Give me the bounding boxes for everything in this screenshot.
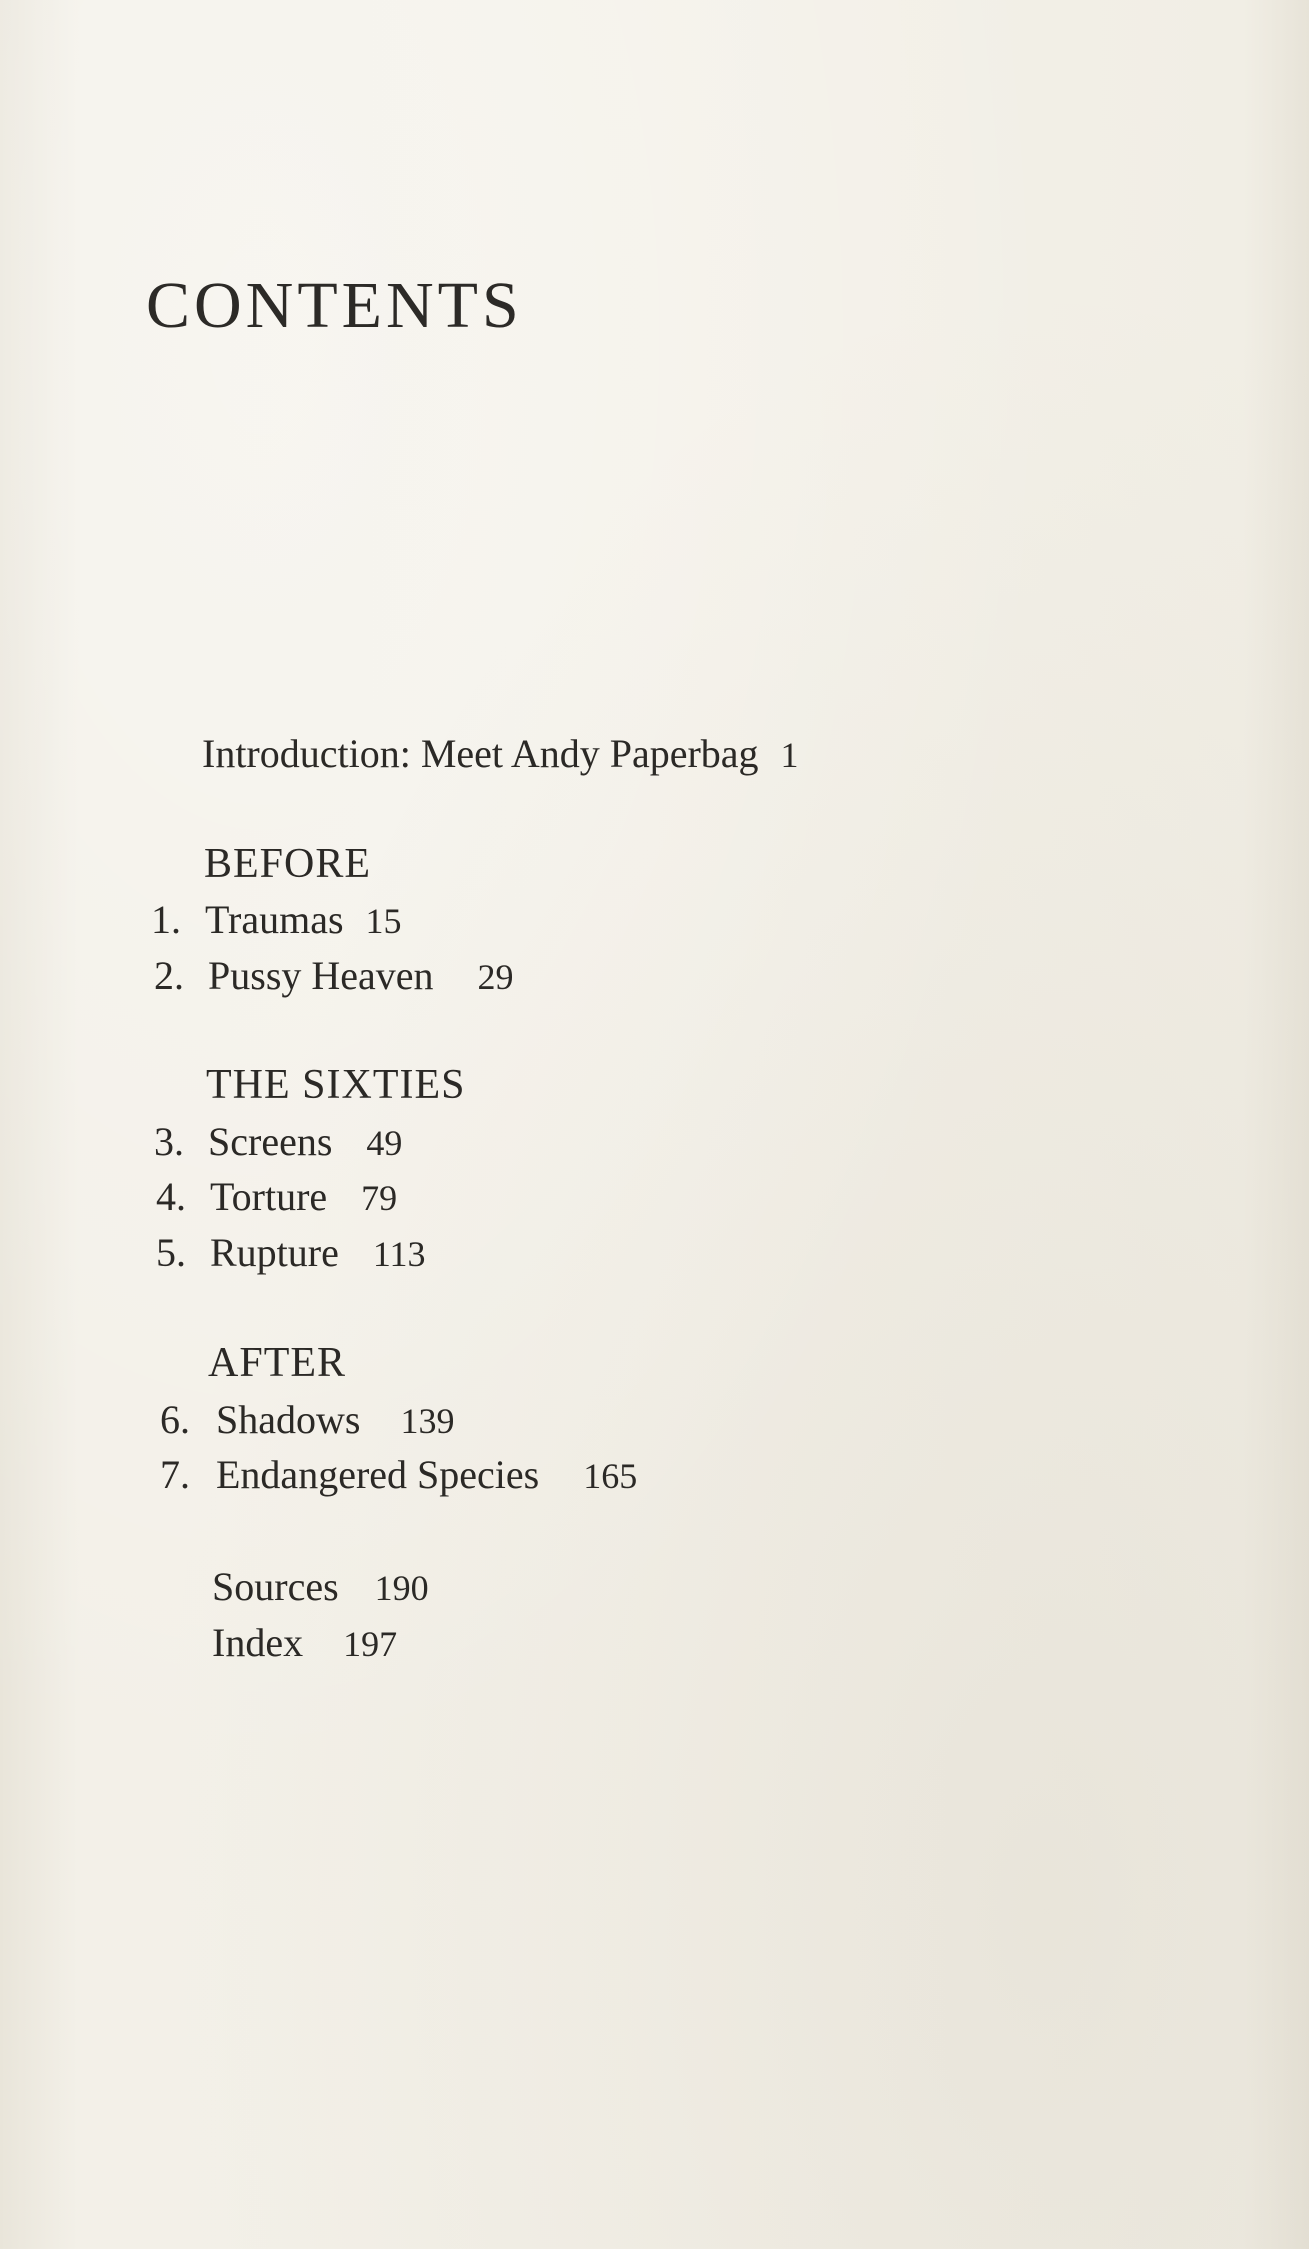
toc-entry-chapter-5: [156, 1229, 426, 1278]
toc-entry-title: Rupture: [210, 1230, 339, 1275]
toc-entry-index: [212, 1619, 397, 1668]
toc-entry-number: 7.: [160, 1452, 190, 1497]
toc-entry-chapter-2: [154, 952, 514, 1001]
toc-entry-title: Introduction: Meet Andy Paperbag: [202, 731, 759, 776]
toc-entry-number: 5.: [156, 1230, 186, 1275]
toc-entry-title: Torture: [210, 1174, 328, 1219]
toc-entry-page: 1: [780, 735, 799, 775]
toc-entry-sources: [212, 1563, 429, 1612]
section-heading-before: BEFORE: [204, 841, 372, 887]
toc-entry-title: Screens: [208, 1119, 333, 1164]
toc-entry-chapter-7: [160, 1451, 638, 1500]
toc-entry-page: 29: [477, 957, 514, 997]
section-heading-the-sixties: THE SIXTIES: [206, 1062, 466, 1108]
toc-entry-chapter-4: [156, 1173, 398, 1222]
toc-entry-title: Shadows: [216, 1397, 361, 1442]
toc-entry-number: 3.: [154, 1119, 184, 1164]
toc-entry-page: 49: [366, 1123, 403, 1163]
toc-entry-page: 79: [361, 1178, 398, 1218]
toc-entry-chapter-6: [160, 1396, 455, 1445]
toc-entry-page: 139: [400, 1401, 455, 1441]
toc-entry-number: 4.: [156, 1174, 186, 1219]
section-heading-after: AFTER: [208, 1340, 347, 1386]
toc-entry-number: 1.: [151, 897, 181, 942]
toc-entry-title: Index: [212, 1620, 304, 1665]
toc-entry-title: Endangered Species: [216, 1452, 540, 1497]
page-title: CONTENTS: [146, 269, 523, 342]
toc-entry-chapter-1: [151, 896, 402, 945]
toc-entry-page: 15: [365, 901, 402, 941]
toc-entry-title: Pussy Heaven: [208, 953, 434, 998]
toc-entry-number: 6.: [160, 1397, 190, 1442]
toc-entry-page: 165: [583, 1456, 638, 1496]
toc-entry-page: 190: [374, 1568, 429, 1608]
toc-entry-title: Traumas: [205, 897, 344, 942]
toc-entry-number: 2.: [154, 953, 184, 998]
toc-entry-introduction: [202, 730, 799, 779]
toc-entry-page: 113: [372, 1234, 426, 1274]
toc-entry-page: 197: [343, 1624, 398, 1664]
toc-entry-title: Sources: [212, 1564, 339, 1609]
toc-entry-chapter-3: [154, 1118, 403, 1167]
